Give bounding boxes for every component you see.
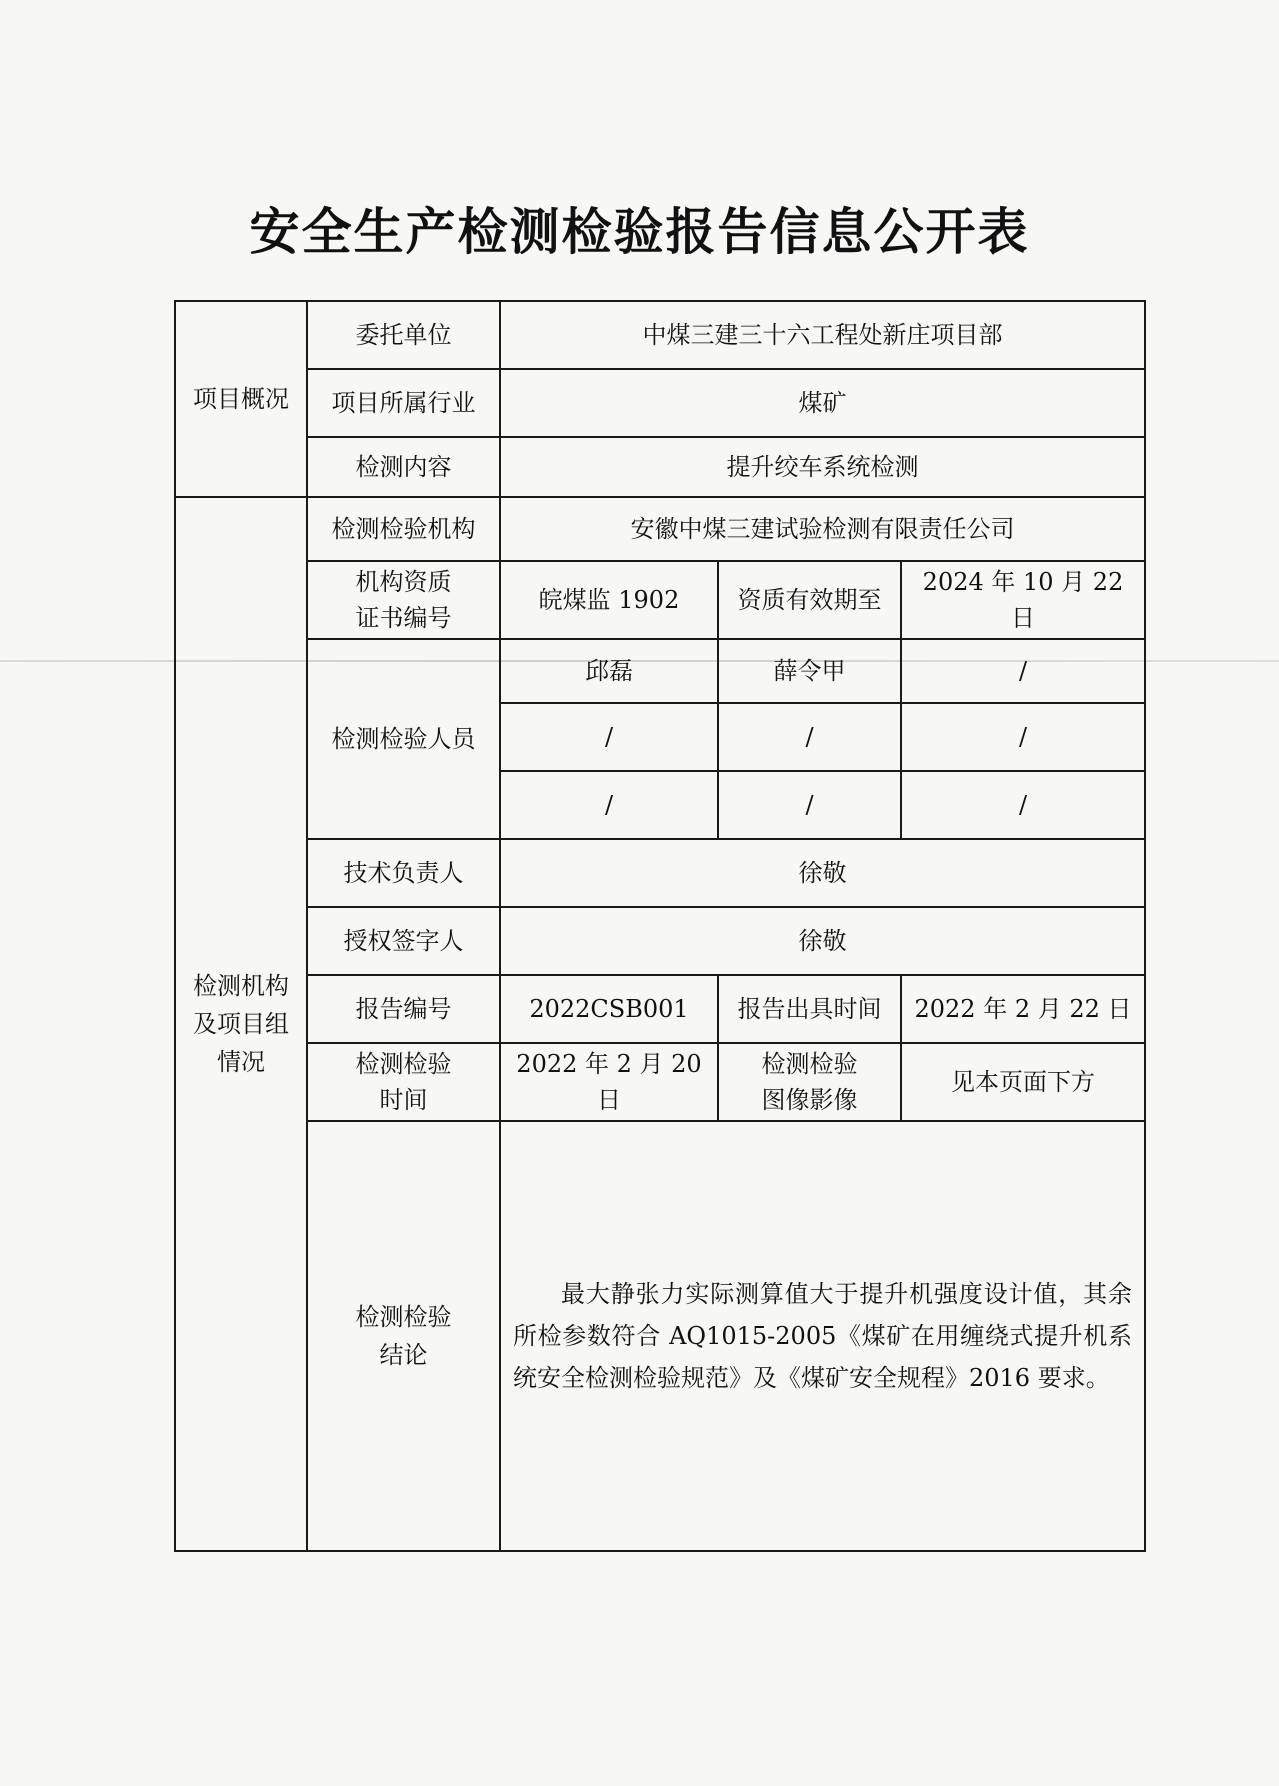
table-row <box>175 1043 1145 1121</box>
table-row <box>175 301 1145 369</box>
personnel-cell: / <box>901 703 1145 771</box>
table-row <box>175 561 1145 639</box>
tech-lead-label: 技术负责人 <box>307 839 500 907</box>
issue-date-value: 2022 年 2 月 22 日 <box>901 975 1145 1043</box>
table-row <box>175 975 1145 1043</box>
client-label: 委托单位 <box>307 301 500 369</box>
institution-value: 安徽中煤三建试验检测有限责任公司 <box>500 497 1145 561</box>
personnel-cell: / <box>718 703 901 771</box>
images-label <box>718 1043 901 1121</box>
section-label-conclusion-text: 检测检验结论 <box>355 1303 452 1369</box>
table-row <box>175 839 1145 907</box>
table-row <box>175 639 1145 703</box>
institution-label: 检测检验机构 <box>307 497 500 561</box>
industry-label: 项目所属行业 <box>307 369 500 437</box>
conclusion-cell <box>500 1121 1145 1551</box>
personnel-cell: / <box>901 639 1145 703</box>
section-label-org-text: 检测机构及项目组情况 <box>193 972 289 1076</box>
personnel-cell: / <box>718 771 901 839</box>
validity-value: 2024 年 10 月 22 日 <box>901 561 1145 639</box>
conclusion-text: 最大静张力实际测算值大于提升机强度设计值，其余所检参数符合 AQ1015-2005《煤矿在用缠绕式提升机系统安全检测检验规范》及《煤矿安全规程》2016 要求。 <box>513 1280 1133 1392</box>
client-value: 中煤三建三十六工程处新庄项目部 <box>500 301 1145 369</box>
images-value: 见本页面下方 <box>901 1043 1145 1121</box>
personnel-cell: 邱磊 <box>500 639 718 703</box>
section-label-org <box>175 497 307 1551</box>
section-label-overview: 项目概况 <box>175 301 307 497</box>
content-value: 提升绞车系统检测 <box>500 437 1145 497</box>
personnel-label: 检测检验人员 <box>307 639 500 839</box>
report-no-value: 2022CSB001 <box>500 975 718 1043</box>
signer-label: 授权签字人 <box>307 907 500 975</box>
table-row <box>175 369 1145 437</box>
personnel-cell: / <box>500 771 718 839</box>
cert-label <box>307 561 500 639</box>
section-label-conclusion <box>307 1121 500 1551</box>
signer-value: 徐敬 <box>500 907 1145 975</box>
validity-label: 资质有效期至 <box>718 561 901 639</box>
content-label: 检测内容 <box>307 437 500 497</box>
issue-date-label: 报告出具时间 <box>718 975 901 1043</box>
table-row <box>175 437 1145 497</box>
images-label-text: 检测检验图像影像 <box>761 1050 858 1114</box>
test-time-value: 2022 年 2 月 20 日 <box>500 1043 718 1121</box>
cert-value: 皖煤监 1902 <box>500 561 718 639</box>
test-time-label <box>307 1043 500 1121</box>
personnel-cell: 薛令甲 <box>718 639 901 703</box>
cert-label-text: 机构资质证书编号 <box>355 568 452 632</box>
table-row <box>175 907 1145 975</box>
test-time-label-text: 检测检验时间 <box>355 1050 452 1114</box>
table-row <box>175 497 1145 561</box>
personnel-cell: / <box>901 771 1145 839</box>
page-title: 安全生产检测检验报告信息公开表 <box>249 203 1030 261</box>
table-row <box>175 1121 1145 1551</box>
info-disclosure-table <box>174 300 1146 1552</box>
personnel-cell: / <box>500 703 718 771</box>
industry-value: 煤矿 <box>500 369 1145 437</box>
report-no-label: 报告编号 <box>307 975 500 1043</box>
tech-lead-value: 徐敬 <box>500 839 1145 907</box>
